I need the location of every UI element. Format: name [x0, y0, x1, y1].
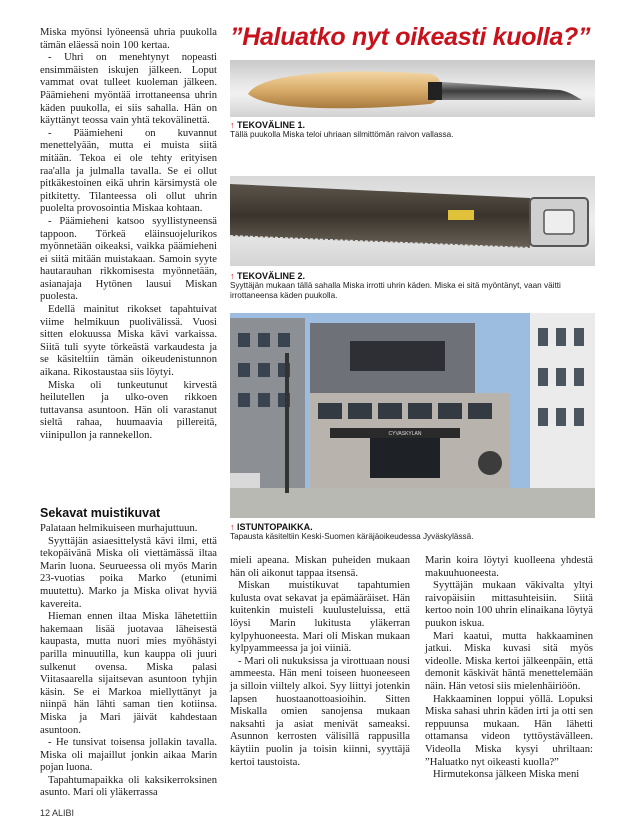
paragraph: Palataan helmikuiseen murhajuttuun. — [40, 523, 198, 534]
paragraph: Miskan muistikuvat tapahtumien kulusta ovat sekavat ja epämääräiset. Hän kuitenkin muisteli kuulusteluissa, että löysi Marin lukitusta yläkerran kylpyhuoneesta. Mari oli Miskan mukaan kylpyammeessa ja joi viiniä. — [230, 580, 410, 655]
saw-photo — [230, 176, 595, 266]
paragraph: Miska oli tunkeutunut kirvestä heilutellen ja ulko-oven rikkoen tuttavansa asuntoon. Hän oli varastanut sieltä rahaa, huumaavia pillereitä, viinipullon ja rannekellon. — [40, 379, 217, 441]
paragraph: Marin koira löytyi kuolleena yhdestä makuuhuoneesta. — [425, 555, 593, 579]
paragraph: Hirmutekonsa jälkeen Miska meni — [433, 769, 580, 781]
paragraph: mieli apeana. Miskan puheiden mukaan hän oli aikonut tappaa itsensä. — [230, 555, 410, 579]
caption-knife — [230, 120, 595, 140]
bottom-column-2 — [230, 555, 410, 769]
paragraph: - Päämieheni katsoo syyllistyneensä tappoon. Törkeä eläinsuojelurikos myönnetään oikeaksi, vaikka päämieheni ei siitä mitään muistakaan. Samoin syyte hautarauhan rikkomisesta myönnetään, asianajaja Hytönen lausui Miskan puolesta. — [40, 215, 217, 303]
paragraph: - He tunsivat toisensa jollakin tavalla. Miska oli majaillut jonkin aikaa Marin pojan luona. — [40, 737, 217, 774]
bottom-column-1 — [40, 503, 217, 800]
paragraph: Hieman ennen iltaa Miska lähetettiin hakemaan lisää juotavaa läheisestä kaupasta, mutta nuori mies myöhästyi parilla minuutilla, kun kauppa oli juuri sulkenut ovensa. Miska palasi Viitasaarella sijaitsevan asuntoon tyhjin käsin. Se ei Markoa miellyttänyt ja niinpä hän lähti saman tien kotiinsa. Miska ja Mari jäivät kahdestaan asuntoon. — [40, 611, 217, 736]
paragraph: - Mari oli nukuksissa ja virottuaan nousi ammeesta. Hän meni toiseen huoneeseen ja silloin viiltely alkoi. Syy liittyi jotenkin lapsen huostaanottoasioihin. Sitten Miskalla omien sanojensa mukaan naksahti ja asiat menivät sameaksi. Asunnon kerrosten välisillä rappusilla käytiin puolin ja toisin kiinni, syyttäjä kertoi taustoista. — [230, 655, 410, 768]
caption-text: Tällä puukolla Miska teloi uhriaan silmittömän raivon vallassa. — [230, 130, 454, 139]
paragraph: - Päämieheni on kuvannut menettelyään, mutta ei muista siitä mitään. Tekoa ei ole tehty erityisen raa'alla ja julmalla tavalla. Se ei ollut pitkäkestoinen eikä uhrin kärsimystä ole pitkitetty. Tilanteessa oli ollut uhrin puolelta provosointia Miskaa kohtaan. — [40, 127, 217, 215]
article-headline: ”Haluatko nyt oikeasti kuolla?” — [230, 23, 591, 51]
paragraph: Hakkaaminen loppui yöllä. Lopuksi Miska sahasi uhrin käden irti ja otti sen reppuunsa mukaan. Hän lähetti ottamansa videon tyttöystävälleen. Videolla Miska kysyi uhriltaan: ”Haluatko nyt oikeasti kuolla?” — [425, 693, 593, 768]
left-column — [40, 27, 217, 443]
knife-photo — [230, 60, 595, 117]
caption-text: Tapausta käsiteltiin Keski-Suomen käräjäoikeudessa Jyväskylässä. — [230, 532, 474, 541]
knife-illustration — [230, 60, 595, 117]
arrow-up-icon: ↑ — [230, 271, 235, 281]
caption-building — [230, 522, 595, 542]
arrow-up-icon: ↑ — [230, 120, 235, 130]
paragraph: Mari kaatui, mutta hakkaaminen jatkui. Miska kuvasi sitä myös videolle. Miska kertoi jälkeenpäin, että demonit käskivät häntä menettelemään näin. Hän vetosi siis mielenhäiriöön. — [425, 630, 593, 692]
caption-text: Syyttäjän mukaan tällä sahalla Miska irrotti uhrin käden. Miska ei sitä myöntänyt, vaan väitti irrottaneensa käden puukolla. — [230, 281, 561, 300]
courthouse-photo — [230, 313, 595, 518]
page-footer: 12 ALIBI — [40, 808, 75, 818]
paragraph: Syyttäjän asiaesittelystä kävi ilmi, että tekopäivänä Miska oli viettämässä iltaa Marin luona. Seurueessa oli myös Marin 23-vuotias poika Marko (etunimi muutettu). Marko ja Miska olivat hyviä kavereita. — [40, 535, 217, 610]
caption-title: TEKOVÄLINE 2. — [237, 271, 306, 281]
paragraph: - Uhri on menehtynyt nopeasti ensimmäisten iskujen jälkeen. Loput vammat ovat tulleet kuoleman jälkeen. Päämieheni myöntää irrottaneensa uhrin käden puukolla, ei siis sahalla. Hän on käyttänyt teossa vain yhtä tekovälinettä. — [40, 52, 217, 127]
bottom-column-3 — [425, 555, 593, 782]
section-subheading: Sekavat muistikuvat — [40, 506, 161, 520]
building-illustration — [230, 313, 595, 518]
arrow-up-icon: ↑ — [230, 522, 235, 532]
caption-title: ISTUNTOPAIKKA. — [237, 522, 313, 532]
paragraph: Edellä mainitut rikokset tapahtuivat viime helmikuun puolivälissä. Vuosi sitten elokuussa Miska kävi varkaissa. Siitä tuli syyte törkeästä varkaudesta ja se käsiteltiin tämän oikeudenistunnon aikana. Rikostaustaa siis löytyi. — [40, 304, 217, 379]
caption-saw — [230, 271, 595, 301]
caption-title: TEKOVÄLINE 1. — [237, 120, 306, 130]
paragraph: Tapahtumapaikka oli kaksikerroksinen asunto. Mari oli yläkerrassa — [40, 774, 217, 799]
paragraph: Syyttäjän mukaan väkivalta yltyi raivopäisiin mittasuhteisiin. Siitä kertoo noin 100 uhrin elinaikana löytyä puukon iskua. — [425, 580, 593, 629]
paragraph: Miska myönsi lyöneensä uhria puukolla tämän eläessä noin 100 kertaa. — [40, 27, 217, 51]
building-sign: CYVASKYLAN — [388, 431, 422, 437]
saw-illustration — [230, 176, 595, 266]
